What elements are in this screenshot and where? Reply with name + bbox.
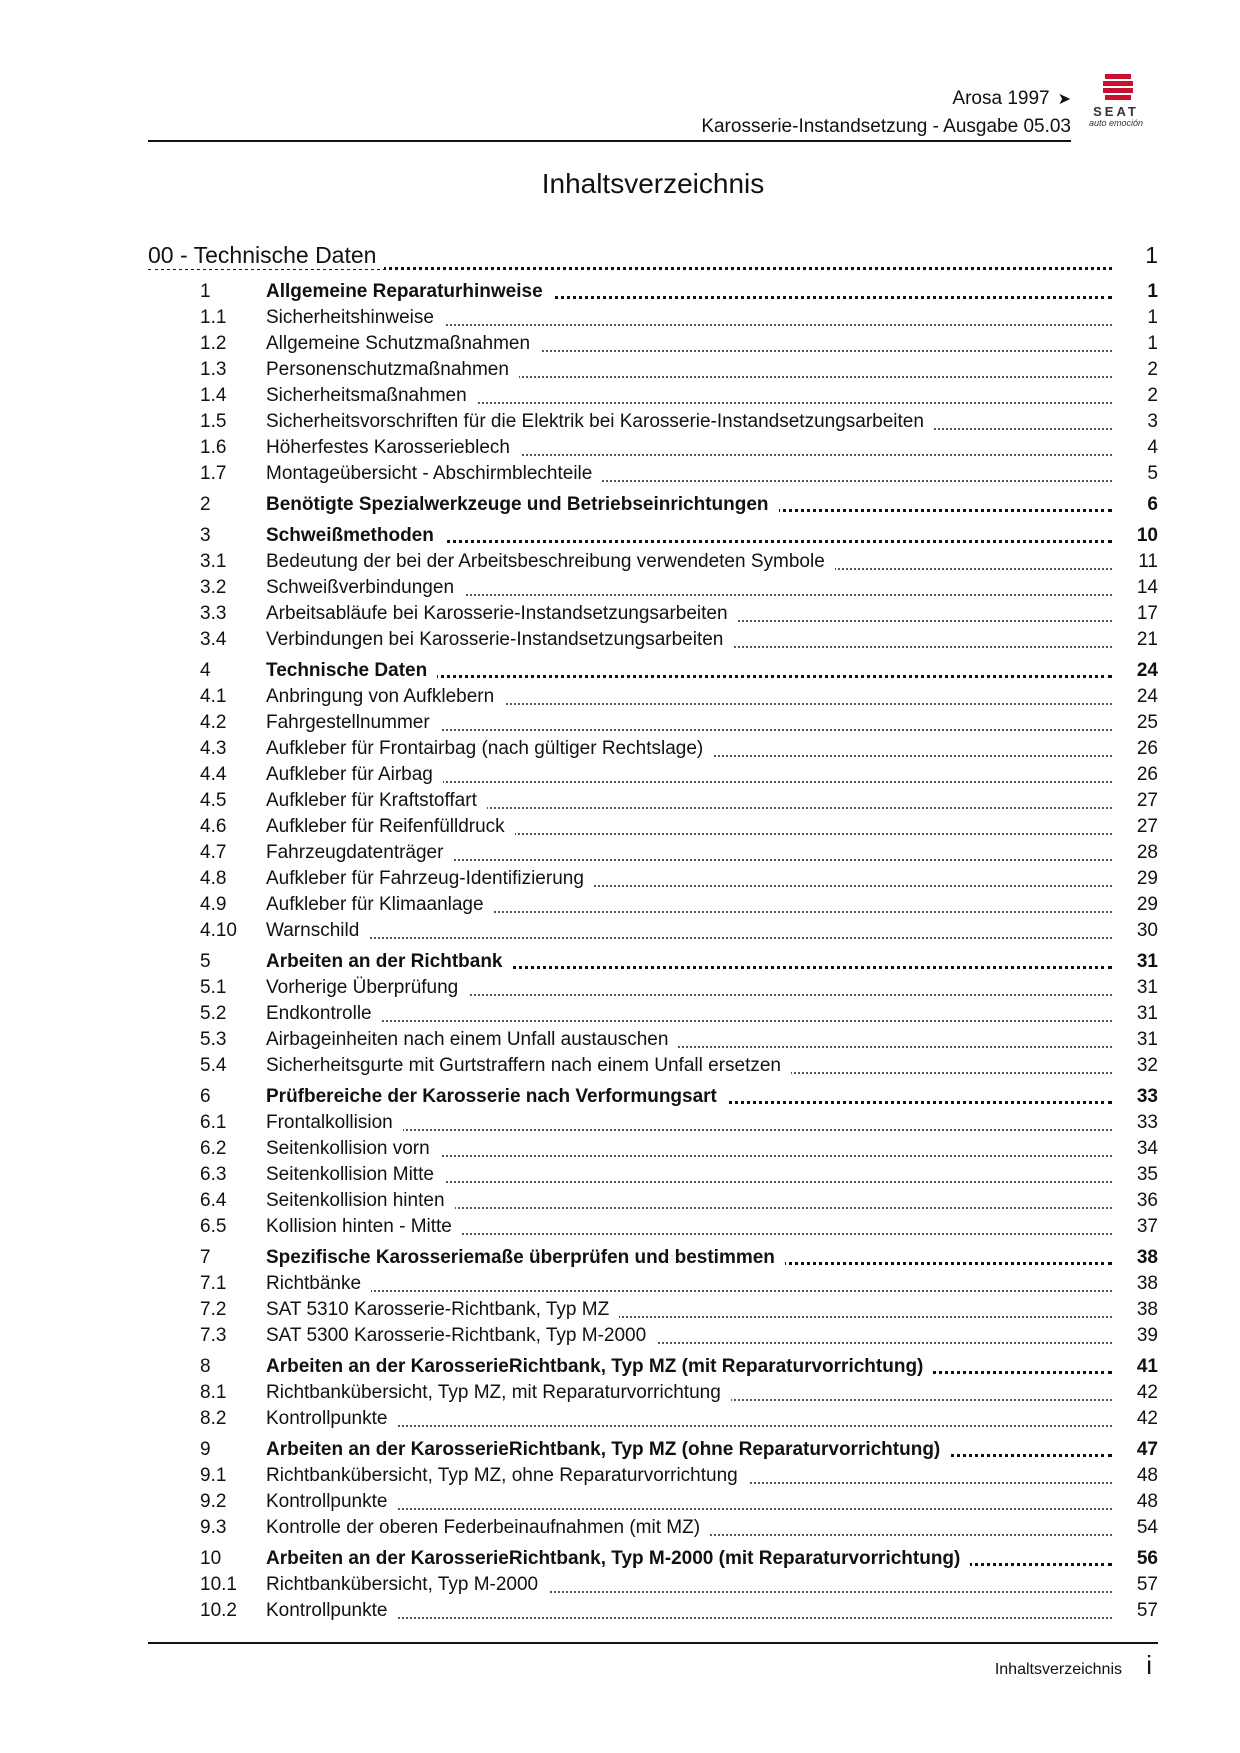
- toc-subsection-title: Richtbänke: [266, 1273, 371, 1295]
- toc-subsection-page: 31: [1136, 1003, 1158, 1024]
- header-subtitle: Karosserie-Instandsetzung - Ausgabe 05.03: [701, 116, 1071, 137]
- toc-subsection-page: 4: [1147, 437, 1158, 458]
- toc-subsection-page: 31: [1136, 977, 1158, 998]
- toc-section-title: Benötigte Spezialwerkzeuge und Betriebseinrichtungen: [266, 494, 779, 516]
- toc-subsection-title: Sicherheitsmaßnahmen: [266, 385, 477, 407]
- toc-subsection[interactable]: [148, 920, 1158, 946]
- toc-subsection-page: 5: [1147, 463, 1158, 484]
- toc-subsection[interactable]: [148, 333, 1158, 359]
- toc-subsection-number: 8.2: [200, 1408, 227, 1429]
- toc-subsection[interactable]: [148, 1491, 1158, 1517]
- toc-subsection-number: 7.3: [200, 1325, 227, 1346]
- toc-subsection-number: 4.4: [200, 764, 227, 785]
- toc-subsection-number: 3.1: [200, 551, 227, 572]
- toc-section[interactable]: [148, 951, 1158, 977]
- toc-subsection-number: 4.10: [200, 920, 237, 941]
- toc-subsection[interactable]: [148, 1138, 1158, 1164]
- toc-subsection[interactable]: [148, 1382, 1158, 1408]
- toc-subsection-title: Montageübersicht - Abschirmblechteile: [266, 463, 602, 485]
- toc-subsection-page: 31: [1136, 1029, 1158, 1050]
- toc-subsection-title: Verbindungen bei Karosserie-Instandsetzungsarbeiten: [266, 629, 733, 651]
- seat-logo: [1077, 72, 1155, 132]
- toc-subsection[interactable]: [148, 1029, 1158, 1055]
- toc-subsection-title: Arbeitsabläufe bei Karosserie-Instandsetzungsarbeiten: [266, 603, 738, 625]
- toc-subsection[interactable]: [148, 551, 1158, 577]
- toc-subsection-title: Fahrzeugdatenträger: [266, 842, 453, 864]
- toc-subsection-page: 38: [1136, 1299, 1158, 1320]
- toc-subsection-page: 27: [1136, 816, 1158, 837]
- toc-subsection-number: 1.6: [200, 437, 227, 458]
- toc-subsection-title: Aufkleber für Reifenfülldruck: [266, 816, 515, 838]
- toc-section-number: 1: [200, 281, 211, 302]
- toc-subsection[interactable]: [148, 359, 1158, 385]
- toc-subsection-page: 42: [1136, 1408, 1158, 1429]
- toc-subsection[interactable]: [148, 842, 1158, 868]
- toc-subsection-number: 5.2: [200, 1003, 227, 1024]
- header-model-text: Arosa 1997: [952, 88, 1050, 109]
- toc-subsection-title: Kontrollpunkte: [266, 1600, 397, 1622]
- toc-subsection-number: 6.4: [200, 1190, 227, 1211]
- toc-subsection[interactable]: [148, 790, 1158, 816]
- toc-subsection-page: 37: [1136, 1216, 1158, 1237]
- toc-subsection[interactable]: [148, 1408, 1158, 1434]
- toc-subsection-title: Richtbankübersicht, Typ M-2000: [266, 1574, 548, 1596]
- toc-subsection-page: 30: [1136, 920, 1158, 941]
- toc-subsection-number: 3.3: [200, 603, 227, 624]
- toc-subsection[interactable]: [148, 894, 1158, 920]
- toc-subsection-page: 1: [1147, 333, 1158, 354]
- toc-section-page: 10: [1136, 525, 1158, 546]
- toc-subsection-title: Kontrollpunkte: [266, 1408, 397, 1430]
- toc-subsection-page: 17: [1136, 603, 1158, 624]
- toc-subsection-title: Allgemeine Schutzmaßnahmen: [266, 333, 540, 355]
- toc-subsection-page: 29: [1136, 868, 1158, 889]
- toc-subsection-number: 5.4: [200, 1055, 227, 1076]
- toc-subsection[interactable]: [148, 1465, 1158, 1491]
- toc-section-page: 38: [1136, 1247, 1158, 1268]
- header-rule: [148, 140, 1071, 142]
- toc-subsection-number: 10.1: [200, 1574, 237, 1595]
- toc-subsection-number: 4.9: [200, 894, 227, 915]
- toc-section-number: 10: [200, 1548, 222, 1569]
- toc-subsection[interactable]: [148, 816, 1158, 842]
- toc-subsection[interactable]: [148, 977, 1158, 1003]
- toc-subsection-title: Seitenkollision Mitte: [266, 1164, 444, 1186]
- toc-subsection-number: 6.5: [200, 1216, 227, 1237]
- toc-subsection-page: 38: [1136, 1273, 1158, 1294]
- toc-subsection-page: 39: [1136, 1325, 1158, 1346]
- toc-section-page: 1: [1147, 281, 1158, 302]
- toc-subsection-number: 4.8: [200, 868, 227, 889]
- toc-subsection-number: 6.1: [200, 1112, 227, 1133]
- toc-section[interactable]: [148, 1086, 1158, 1112]
- toc-subsection-title: Frontalkollision: [266, 1112, 403, 1134]
- toc-subsection[interactable]: [148, 712, 1158, 738]
- toc-subsection-page: 42: [1136, 1382, 1158, 1403]
- logo-brand: SEAT: [1093, 104, 1139, 119]
- toc-subsection-title: Warnschild: [266, 920, 369, 942]
- toc-subsection[interactable]: [148, 1574, 1158, 1600]
- toc-subsection-page: 34: [1136, 1138, 1158, 1159]
- toc-section[interactable]: [148, 525, 1158, 551]
- toc-section-page: 33: [1136, 1086, 1158, 1107]
- toc-subsection-number: 1.7: [200, 463, 227, 484]
- toc-subsection-title: Höherfestes Karosserieblech: [266, 437, 520, 459]
- toc-subsection[interactable]: [148, 1112, 1158, 1138]
- toc-subsection-number: 1.2: [200, 333, 227, 354]
- toc-subsection-page: 3: [1147, 411, 1158, 432]
- toc-subsection-number: 9.2: [200, 1491, 227, 1512]
- dot-leader: [266, 1290, 1112, 1292]
- toc-subsection-title: Aufkleber für Kraftstoffart: [266, 790, 487, 812]
- toc-section-title: Arbeiten an der KarosserieRichtbank, Typ MZ (mit Reparaturvorrichtung): [266, 1356, 933, 1378]
- toc-section[interactable]: [148, 660, 1158, 686]
- toc-subsection-title: Schweißverbindungen: [266, 577, 464, 599]
- toc-subsection-number: 8.1: [200, 1382, 227, 1403]
- toc-subsection-page: 11: [1138, 551, 1158, 572]
- toc-subsection-page: 57: [1136, 1574, 1158, 1595]
- toc-subsection-number: 1.3: [200, 359, 227, 380]
- toc-subsection-number: 1.4: [200, 385, 227, 406]
- toc-subsection-title: Richtbankübersicht, Typ MZ, ohne Reparaturvorrichtung: [266, 1465, 748, 1487]
- toc-section-number: 8: [200, 1356, 211, 1377]
- right-arrowhead-icon: ➤: [1057, 91, 1071, 108]
- toc-section-number: 5: [200, 951, 211, 972]
- toc-subsection[interactable]: [148, 1325, 1158, 1351]
- toc-subsection-number: 4.5: [200, 790, 227, 811]
- toc-section-page: 47: [1136, 1439, 1158, 1460]
- toc-section[interactable]: [148, 494, 1158, 520]
- toc-subsection-title: Personenschutzmaßnahmen: [266, 359, 519, 381]
- footer-page-number: i: [1146, 1650, 1152, 1680]
- toc-subsection-title: Aufkleber für Frontairbag (nach gültiger Rechtslage): [266, 738, 713, 760]
- toc-subsection-title: Kontrolle der oberen Federbeinaufnahmen (mit MZ): [266, 1517, 710, 1539]
- toc-section-title: Allgemeine Reparaturhinweise: [266, 281, 553, 303]
- toc-section-number: 4: [200, 660, 211, 681]
- toc-subsection-page: 32: [1136, 1055, 1158, 1076]
- toc-subsection-title: Richtbankübersicht, Typ MZ, mit Reparaturvorrichtung: [266, 1382, 731, 1404]
- toc-subsection-title: Bedeutung der bei der Arbeitsbeschreibung verwendeten Symbole: [266, 551, 835, 573]
- toc-subsection-number: 4.6: [200, 816, 227, 837]
- toc-subsection[interactable]: [148, 686, 1158, 712]
- toc-subsection[interactable]: [148, 1003, 1158, 1029]
- footer-label: Inhaltsverzeichnis: [994, 1661, 1122, 1678]
- toc-section[interactable]: [148, 1356, 1158, 1382]
- seat-emblem-icon: [1101, 72, 1135, 104]
- table-of-contents: [148, 242, 1158, 1626]
- toc-subsection-page: 54: [1136, 1517, 1158, 1538]
- toc-subsection[interactable]: [148, 1517, 1158, 1543]
- toc-section-number: 3: [200, 525, 211, 546]
- toc-section[interactable]: [148, 1439, 1158, 1465]
- toc-subsection[interactable]: [148, 1164, 1158, 1190]
- toc-subsection[interactable]: [148, 1190, 1158, 1216]
- toc-section[interactable]: [148, 1548, 1158, 1574]
- footer-rule: [148, 1642, 1158, 1644]
- toc-subsection-number: 4.7: [200, 842, 227, 863]
- toc-subsection[interactable]: [148, 1055, 1158, 1081]
- toc-subsection[interactable]: [148, 437, 1158, 463]
- header-model: [952, 88, 1071, 110]
- toc-section-number: 9: [200, 1439, 211, 1460]
- toc-subsection-page: 2: [1147, 385, 1158, 406]
- toc-section-number: 2: [200, 494, 211, 515]
- toc-section[interactable]: [148, 281, 1158, 307]
- toc-subsection-title: Aufkleber für Airbag: [266, 764, 443, 786]
- dot-leader: [266, 937, 1112, 939]
- toc-subsection-title: Airbageinheiten nach einem Unfall austauschen: [266, 1029, 678, 1051]
- toc-subsection-number: 5.3: [200, 1029, 227, 1050]
- toc-subsection-title: SAT 5310 Karosserie-Richtbank, Typ MZ: [266, 1299, 619, 1321]
- toc-section-page: 6: [1147, 494, 1158, 515]
- toc-section-number: 6: [200, 1086, 211, 1107]
- toc-subsection[interactable]: [148, 603, 1158, 629]
- toc-subsection-number: 4.1: [200, 686, 227, 707]
- toc-section-title: Spezifische Karosseriemaße überprüfen und bestimmen: [266, 1247, 785, 1269]
- toc-subsection-title: Seitenkollision vorn: [266, 1138, 440, 1160]
- toc-subsection-page: 27: [1136, 790, 1158, 811]
- toc-subsection-title: Endkontrolle: [266, 1003, 382, 1025]
- toc-section-number: 7: [200, 1247, 211, 1268]
- toc-chapter[interactable]: [148, 242, 1158, 276]
- toc-subsection-number: 5.1: [200, 977, 227, 998]
- toc-subsection[interactable]: [148, 411, 1158, 437]
- toc-subsection-number: 6.2: [200, 1138, 227, 1159]
- toc-subsection[interactable]: [148, 1216, 1158, 1242]
- toc-subsection[interactable]: [148, 738, 1158, 764]
- toc-subsection-title: Aufkleber für Fahrzeug-Identifizierung: [266, 868, 594, 890]
- toc-subsection-title: Seitenkollision hinten: [266, 1190, 455, 1212]
- toc-subsection-page: 14: [1136, 577, 1158, 598]
- toc-subsection-number: 7.2: [200, 1299, 227, 1320]
- toc-chapter-page: 1: [1145, 242, 1158, 268]
- dot-leader: [266, 1020, 1112, 1022]
- toc-subsection-number: 4.3: [200, 738, 227, 759]
- toc-subsection-page: 1: [1147, 307, 1158, 328]
- toc-subsection-page: 28: [1136, 842, 1158, 863]
- toc-subsection[interactable]: [148, 385, 1158, 411]
- toc-subsection-page: 29: [1136, 894, 1158, 915]
- toc-section-page: 24: [1136, 660, 1158, 681]
- toc-subsection-title: Kollision hinten - Mitte: [266, 1216, 462, 1238]
- toc-subsection-title: SAT 5300 Karosserie-Richtbank, Typ M-2000: [266, 1325, 656, 1347]
- toc-subsection[interactable]: [148, 764, 1158, 790]
- toc-subsection-number: 4.2: [200, 712, 227, 733]
- toc-subsection-page: 21: [1136, 629, 1158, 650]
- toc-subsection-number: 7.1: [200, 1273, 227, 1294]
- toc-subsection-page: 33: [1136, 1112, 1158, 1133]
- toc-subsection[interactable]: [148, 1600, 1158, 1626]
- logo-tagline: auto emoción: [1088, 118, 1144, 128]
- toc-subsection-number: 10.2: [200, 1600, 237, 1621]
- toc-subsection-number: 3.4: [200, 629, 227, 650]
- toc-subsection-title: Sicherheitsvorschriften für die Elektrik bei Karosserie-Instandsetzungsarbeiten: [266, 411, 934, 433]
- toc-subsection-title: Sicherheitsgurte mit Gurtstraffern nach einem Unfall ersetzen: [266, 1055, 791, 1077]
- toc-section-title: Prüfbereiche der Karosserie nach Verformungsart: [266, 1086, 727, 1108]
- toc-subsection-title: Kontrollpunkte: [266, 1491, 397, 1513]
- toc-subsection-title: Anbringung von Aufklebern: [266, 686, 504, 708]
- toc-subsection-page: 24: [1136, 686, 1158, 707]
- toc-subsection-number: 9.1: [200, 1465, 227, 1486]
- toc-section-page: 31: [1136, 951, 1158, 972]
- toc-subsection-page: 26: [1136, 738, 1158, 759]
- toc-subsection-page: 2: [1147, 359, 1158, 380]
- toc-subsection[interactable]: [148, 1299, 1158, 1325]
- toc-subsection-title: Aufkleber für Klimaanlage: [266, 894, 494, 916]
- toc-subsection-number: 1.1: [200, 307, 227, 328]
- toc-subsection-number: 6.3: [200, 1164, 227, 1185]
- toc-section-title: Schweißmethoden: [266, 525, 444, 547]
- toc-subsection-page: 25: [1136, 712, 1158, 733]
- toc-section[interactable]: [148, 1247, 1158, 1273]
- toc-subsection-number: 3.2: [200, 577, 227, 598]
- toc-section-page: 56: [1136, 1548, 1158, 1569]
- toc-subsection-title: Vorherige Überprüfung: [266, 977, 468, 999]
- page-title: Inhaltsverzeichnis: [541, 168, 765, 199]
- toc-subsection[interactable]: [148, 307, 1158, 333]
- toc-section-page: 41: [1136, 1356, 1158, 1377]
- toc-subsection[interactable]: [148, 868, 1158, 894]
- toc-section-title: Technische Daten: [266, 660, 437, 682]
- toc-subsection-page: 57: [1136, 1600, 1158, 1621]
- toc-subsection[interactable]: [148, 1273, 1158, 1299]
- toc-subsection[interactable]: [148, 463, 1158, 489]
- toc-subsection-page: 48: [1136, 1465, 1158, 1486]
- toc-subsection-number: 1.5: [200, 411, 227, 432]
- toc-section-title: Arbeiten an der KarosserieRichtbank, Typ MZ (ohne Reparaturvorrichtung): [266, 1439, 950, 1461]
- toc-subsection-page: 36: [1136, 1190, 1158, 1211]
- toc-subsection-page: 48: [1136, 1491, 1158, 1512]
- toc-section-title: Arbeiten an der Richtbank: [266, 951, 513, 973]
- toc-subsection-page: 35: [1136, 1164, 1158, 1185]
- toc-chapter-title: 00 - Technische Daten: [148, 242, 384, 269]
- page-header: [148, 88, 1071, 140]
- toc-subsection-number: 9.3: [200, 1517, 227, 1538]
- toc-subsection-title: Sicherheitshinweise: [266, 307, 444, 329]
- toc-subsection-page: 26: [1136, 764, 1158, 785]
- toc-subsection[interactable]: [148, 577, 1158, 603]
- toc-subsection-title: Fahrgestellnummer: [266, 712, 440, 734]
- toc-subsection[interactable]: [148, 629, 1158, 655]
- toc-section-title: Arbeiten an der KarosserieRichtbank, Typ M-2000 (mit Reparaturvorrichtung): [266, 1548, 970, 1570]
